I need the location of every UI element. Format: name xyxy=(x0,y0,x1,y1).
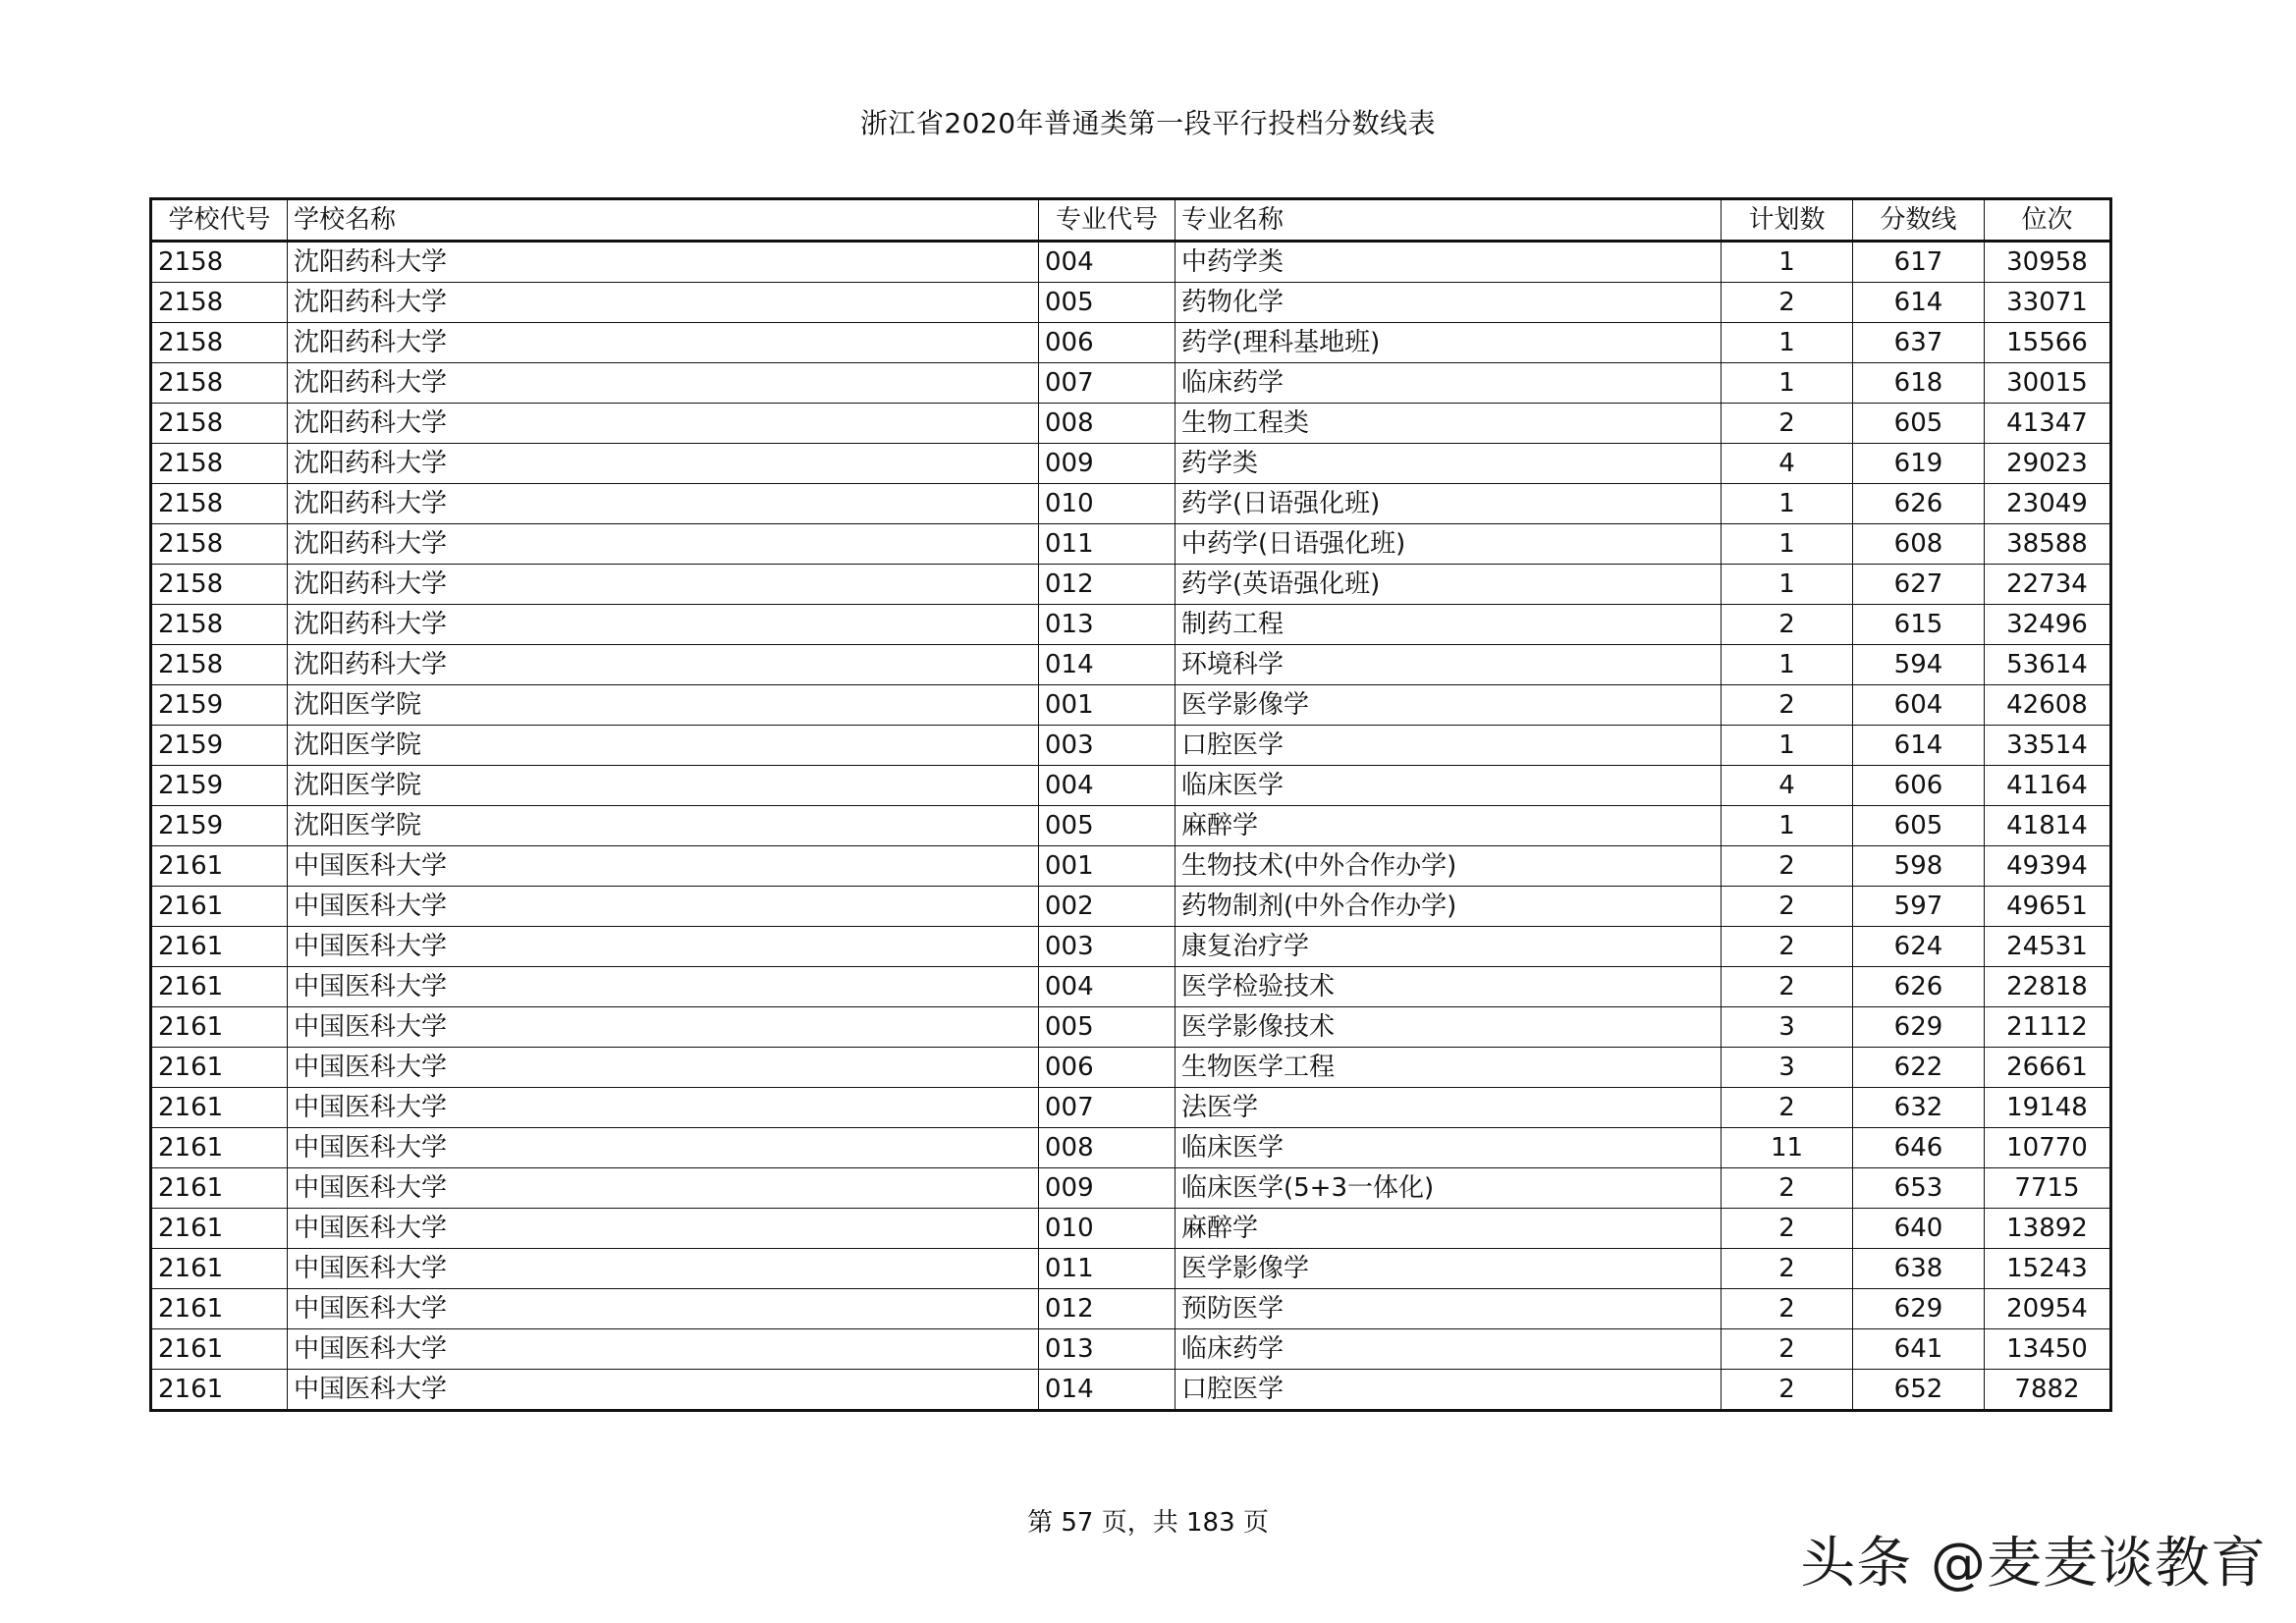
school-name-cell: 沈阳医学院 xyxy=(288,806,1039,846)
plan-count-cell: 2 xyxy=(1722,887,1853,927)
major-name-cell: 口腔医学 xyxy=(1175,1370,1722,1411)
major-code-cell: 003 xyxy=(1039,927,1175,967)
major-name-cell: 中药学(日语强化班) xyxy=(1175,524,1722,565)
plan-count-cell: 2 xyxy=(1722,1168,1853,1209)
major-code-cell: 013 xyxy=(1039,1329,1175,1370)
rank-cell: 32496 xyxy=(1985,605,2111,645)
school-code-cell: 2158 xyxy=(151,283,288,323)
score-line-cell: 629 xyxy=(1853,1007,1985,1048)
major-code-cell: 012 xyxy=(1039,1289,1175,1329)
school-name-cell: 沈阳药科大学 xyxy=(288,524,1039,565)
school-name-cell: 中国医科大学 xyxy=(288,1048,1039,1088)
major-code-cell: 008 xyxy=(1039,1128,1175,1168)
school-code-cell: 2159 xyxy=(151,806,288,846)
school-code-cell: 2161 xyxy=(151,927,288,967)
major-code-cell: 014 xyxy=(1039,645,1175,685)
major-name-cell: 环境科学 xyxy=(1175,645,1722,685)
school-code-cell: 2161 xyxy=(151,1289,288,1329)
table-row xyxy=(151,444,2111,484)
school-name-cell: 沈阳药科大学 xyxy=(288,605,1039,645)
major-name-cell: 临床医学 xyxy=(1175,766,1722,806)
table-row xyxy=(151,1128,2111,1168)
major-name-cell: 临床药学 xyxy=(1175,363,1722,404)
major-code-cell: 006 xyxy=(1039,323,1175,363)
school-name-cell: 中国医科大学 xyxy=(288,1168,1039,1209)
rank-cell: 15566 xyxy=(1985,323,2111,363)
admission-score-table xyxy=(149,197,2112,1412)
major-code-cell: 001 xyxy=(1039,685,1175,726)
table-row xyxy=(151,1088,2111,1128)
header-score-line: 分数线 xyxy=(1853,199,1985,242)
major-name-cell: 口腔医学 xyxy=(1175,726,1722,766)
major-code-cell: 004 xyxy=(1039,766,1175,806)
major-name-cell: 药学(理科基地班) xyxy=(1175,323,1722,363)
school-name-cell: 沈阳药科大学 xyxy=(288,283,1039,323)
score-line-cell: 632 xyxy=(1853,1088,1985,1128)
school-code-cell: 2158 xyxy=(151,404,288,444)
plan-count-cell: 2 xyxy=(1722,1370,1853,1411)
header-major-name: 专业名称 xyxy=(1175,199,1722,242)
plan-count-cell: 3 xyxy=(1722,1007,1853,1048)
rank-cell: 21112 xyxy=(1985,1007,2111,1048)
score-line-cell: 638 xyxy=(1853,1249,1985,1289)
major-name-cell: 药物制剂(中外合作办学) xyxy=(1175,887,1722,927)
school-code-cell: 2158 xyxy=(151,524,288,565)
score-line-cell: 608 xyxy=(1853,524,1985,565)
rank-cell: 24531 xyxy=(1985,927,2111,967)
major-code-cell: 013 xyxy=(1039,605,1175,645)
rank-cell: 22734 xyxy=(1985,565,2111,605)
rank-cell: 41164 xyxy=(1985,766,2111,806)
school-code-cell: 2161 xyxy=(151,1168,288,1209)
major-name-cell: 药学(英语强化班) xyxy=(1175,565,1722,605)
page-number-footer: 第 57 页，共 183 页 xyxy=(1027,1508,1269,1538)
school-name-cell: 沈阳医学院 xyxy=(288,726,1039,766)
plan-count-cell: 2 xyxy=(1722,967,1853,1007)
plan-count-cell: 2 xyxy=(1722,1289,1853,1329)
school-code-cell: 2161 xyxy=(151,846,288,887)
major-code-cell: 007 xyxy=(1039,363,1175,404)
major-name-cell: 医学影像学 xyxy=(1175,685,1722,726)
school-code-cell: 2161 xyxy=(151,1329,288,1370)
table-row xyxy=(151,806,2111,846)
school-name-cell: 沈阳药科大学 xyxy=(288,363,1039,404)
school-name-cell: 沈阳医学院 xyxy=(288,766,1039,806)
school-name-cell: 沈阳医学院 xyxy=(288,685,1039,726)
school-code-cell: 2161 xyxy=(151,1128,288,1168)
header-major-code: 专业代号 xyxy=(1039,199,1175,242)
major-code-cell: 004 xyxy=(1039,242,1175,283)
school-name-cell: 中国医科大学 xyxy=(288,927,1039,967)
table-row xyxy=(151,404,2111,444)
plan-count-cell: 2 xyxy=(1722,1209,1853,1249)
school-code-cell: 2159 xyxy=(151,766,288,806)
table-row xyxy=(151,927,2111,967)
plan-count-cell: 2 xyxy=(1722,1329,1853,1370)
school-name-cell: 沈阳药科大学 xyxy=(288,444,1039,484)
school-code-cell: 2161 xyxy=(151,967,288,1007)
major-code-cell: 002 xyxy=(1039,887,1175,927)
rank-cell: 41814 xyxy=(1985,806,2111,846)
rank-cell: 20954 xyxy=(1985,1289,2111,1329)
major-code-cell: 011 xyxy=(1039,524,1175,565)
plan-count-cell: 1 xyxy=(1722,524,1853,565)
document-title: 浙江省2020年普通类第一段平行投档分数线表 xyxy=(859,107,1437,139)
score-line-cell: 605 xyxy=(1853,806,1985,846)
major-name-cell: 医学检验技术 xyxy=(1175,967,1722,1007)
major-code-cell: 001 xyxy=(1039,846,1175,887)
table-row xyxy=(151,887,2111,927)
plan-count-cell: 2 xyxy=(1722,685,1853,726)
school-code-cell: 2158 xyxy=(151,484,288,524)
table-row xyxy=(151,1209,2111,1249)
school-code-cell: 2158 xyxy=(151,605,288,645)
rank-cell: 30958 xyxy=(1985,242,2111,283)
plan-count-cell: 2 xyxy=(1722,846,1853,887)
rank-cell: 7882 xyxy=(1985,1370,2111,1411)
major-name-cell: 药物化学 xyxy=(1175,283,1722,323)
school-name-cell: 中国医科大学 xyxy=(288,1209,1039,1249)
major-name-cell: 医学影像学 xyxy=(1175,1249,1722,1289)
table-row xyxy=(151,766,2111,806)
score-line-cell: 646 xyxy=(1853,1128,1985,1168)
major-name-cell: 药学(日语强化班) xyxy=(1175,484,1722,524)
plan-count-cell: 2 xyxy=(1722,283,1853,323)
table-row xyxy=(151,605,2111,645)
table-row xyxy=(151,1249,2111,1289)
table-row xyxy=(151,1329,2111,1370)
school-code-cell: 2158 xyxy=(151,242,288,283)
rank-cell: 30015 xyxy=(1985,363,2111,404)
school-name-cell: 中国医科大学 xyxy=(288,967,1039,1007)
table-header-row xyxy=(151,199,2111,242)
score-line-cell: 614 xyxy=(1853,283,1985,323)
score-line-cell: 614 xyxy=(1853,726,1985,766)
school-code-cell: 2158 xyxy=(151,565,288,605)
plan-count-cell: 1 xyxy=(1722,484,1853,524)
major-name-cell: 临床药学 xyxy=(1175,1329,1722,1370)
rank-cell: 22818 xyxy=(1985,967,2111,1007)
rank-cell: 33514 xyxy=(1985,726,2111,766)
rank-cell: 23049 xyxy=(1985,484,2111,524)
score-line-cell: 640 xyxy=(1853,1209,1985,1249)
school-name-cell: 中国医科大学 xyxy=(288,1088,1039,1128)
score-line-cell: 618 xyxy=(1853,363,1985,404)
table-row xyxy=(151,726,2111,766)
score-line-cell: 626 xyxy=(1853,967,1985,1007)
school-name-cell: 沈阳药科大学 xyxy=(288,565,1039,605)
school-code-cell: 2161 xyxy=(151,1249,288,1289)
rank-cell: 15243 xyxy=(1985,1249,2111,1289)
plan-count-cell: 1 xyxy=(1722,323,1853,363)
table-row xyxy=(151,1048,2111,1088)
school-code-cell: 2158 xyxy=(151,444,288,484)
watermark-text: 头条 @麦麦谈教育 xyxy=(1800,1532,2267,1596)
table-row xyxy=(151,363,2111,404)
major-name-cell: 制药工程 xyxy=(1175,605,1722,645)
score-line-cell: 605 xyxy=(1853,404,1985,444)
plan-count-cell: 2 xyxy=(1722,605,1853,645)
school-name-cell: 中国医科大学 xyxy=(288,1249,1039,1289)
score-line-cell: 652 xyxy=(1853,1370,1985,1411)
score-line-cell: 641 xyxy=(1853,1329,1985,1370)
header-school-code: 学校代号 xyxy=(151,199,288,242)
school-code-cell: 2158 xyxy=(151,645,288,685)
rank-cell: 42608 xyxy=(1985,685,2111,726)
major-name-cell: 生物技术(中外合作办学) xyxy=(1175,846,1722,887)
school-name-cell: 中国医科大学 xyxy=(288,887,1039,927)
plan-count-cell: 3 xyxy=(1722,1048,1853,1088)
major-code-cell: 005 xyxy=(1039,283,1175,323)
score-line-cell: 615 xyxy=(1853,605,1985,645)
major-code-cell: 003 xyxy=(1039,726,1175,766)
major-code-cell: 009 xyxy=(1039,444,1175,484)
table-row xyxy=(151,565,2111,605)
school-code-cell: 2161 xyxy=(151,1088,288,1128)
plan-count-cell: 1 xyxy=(1722,726,1853,766)
rank-cell: 29023 xyxy=(1985,444,2111,484)
major-code-cell: 005 xyxy=(1039,1007,1175,1048)
score-line-cell: 627 xyxy=(1853,565,1985,605)
score-line-cell: 617 xyxy=(1853,242,1985,283)
plan-count-cell: 1 xyxy=(1722,645,1853,685)
score-line-cell: 653 xyxy=(1853,1168,1985,1209)
major-code-cell: 012 xyxy=(1039,565,1175,605)
table-row xyxy=(151,1168,2111,1209)
school-code-cell: 2161 xyxy=(151,1209,288,1249)
plan-count-cell: 1 xyxy=(1722,363,1853,404)
school-code-cell: 2159 xyxy=(151,685,288,726)
school-code-cell: 2161 xyxy=(151,887,288,927)
plan-count-cell: 2 xyxy=(1722,927,1853,967)
table-row xyxy=(151,967,2111,1007)
school-code-cell: 2161 xyxy=(151,1048,288,1088)
table-row xyxy=(151,645,2111,685)
major-code-cell: 005 xyxy=(1039,806,1175,846)
plan-count-cell: 4 xyxy=(1722,766,1853,806)
plan-count-cell: 11 xyxy=(1722,1128,1853,1168)
major-code-cell: 010 xyxy=(1039,1209,1175,1249)
major-name-cell: 麻醉学 xyxy=(1175,806,1722,846)
score-line-cell: 624 xyxy=(1853,927,1985,967)
plan-count-cell: 2 xyxy=(1722,404,1853,444)
school-name-cell: 沈阳药科大学 xyxy=(288,242,1039,283)
rank-cell: 13450 xyxy=(1985,1329,2111,1370)
major-name-cell: 生物工程类 xyxy=(1175,404,1722,444)
table-row xyxy=(151,484,2111,524)
school-name-cell: 中国医科大学 xyxy=(288,1007,1039,1048)
plan-count-cell: 1 xyxy=(1722,806,1853,846)
school-code-cell: 2158 xyxy=(151,323,288,363)
score-line-cell: 597 xyxy=(1853,887,1985,927)
score-line-cell: 626 xyxy=(1853,484,1985,524)
score-line-cell: 637 xyxy=(1853,323,1985,363)
major-code-cell: 007 xyxy=(1039,1088,1175,1128)
major-name-cell: 中药学类 xyxy=(1175,242,1722,283)
score-line-cell: 619 xyxy=(1853,444,1985,484)
school-name-cell: 中国医科大学 xyxy=(288,1329,1039,1370)
plan-count-cell: 1 xyxy=(1722,565,1853,605)
school-name-cell: 中国医科大学 xyxy=(288,846,1039,887)
rank-cell: 49394 xyxy=(1985,846,2111,887)
major-name-cell: 法医学 xyxy=(1175,1088,1722,1128)
major-name-cell: 生物医学工程 xyxy=(1175,1048,1722,1088)
major-name-cell: 药学类 xyxy=(1175,444,1722,484)
school-name-cell: 沈阳药科大学 xyxy=(288,645,1039,685)
rank-cell: 38588 xyxy=(1985,524,2111,565)
school-code-cell: 2158 xyxy=(151,363,288,404)
header-school-name: 学校名称 xyxy=(288,199,1039,242)
major-code-cell: 006 xyxy=(1039,1048,1175,1088)
school-name-cell: 中国医科大学 xyxy=(288,1289,1039,1329)
school-name-cell: 沈阳药科大学 xyxy=(288,484,1039,524)
major-code-cell: 009 xyxy=(1039,1168,1175,1209)
table-row xyxy=(151,323,2111,363)
major-code-cell: 011 xyxy=(1039,1249,1175,1289)
plan-count-cell: 1 xyxy=(1722,242,1853,283)
table-row xyxy=(151,524,2111,565)
table-row xyxy=(151,1289,2111,1329)
major-code-cell: 004 xyxy=(1039,967,1175,1007)
school-name-cell: 沈阳药科大学 xyxy=(288,323,1039,363)
major-name-cell: 医学影像技术 xyxy=(1175,1007,1722,1048)
header-plan-count: 计划数 xyxy=(1722,199,1853,242)
table-row xyxy=(151,685,2111,726)
school-code-cell: 2161 xyxy=(151,1370,288,1411)
plan-count-cell: 4 xyxy=(1722,444,1853,484)
major-code-cell: 010 xyxy=(1039,484,1175,524)
school-name-cell: 中国医科大学 xyxy=(288,1370,1039,1411)
rank-cell: 19148 xyxy=(1985,1088,2111,1128)
major-name-cell: 预防医学 xyxy=(1175,1289,1722,1329)
score-line-cell: 604 xyxy=(1853,685,1985,726)
school-code-cell: 2159 xyxy=(151,726,288,766)
rank-cell: 41347 xyxy=(1985,404,2111,444)
score-line-cell: 594 xyxy=(1853,645,1985,685)
school-code-cell: 2161 xyxy=(151,1007,288,1048)
rank-cell: 33071 xyxy=(1985,283,2111,323)
major-name-cell: 临床医学 xyxy=(1175,1128,1722,1168)
score-line-cell: 622 xyxy=(1853,1048,1985,1088)
table-body xyxy=(151,242,2111,1411)
rank-cell: 7715 xyxy=(1985,1168,2111,1209)
major-code-cell: 008 xyxy=(1039,404,1175,444)
rank-cell: 53614 xyxy=(1985,645,2111,685)
school-name-cell: 沈阳药科大学 xyxy=(288,404,1039,444)
table-row xyxy=(151,846,2111,887)
major-code-cell: 014 xyxy=(1039,1370,1175,1411)
school-name-cell: 中国医科大学 xyxy=(288,1128,1039,1168)
rank-cell: 49651 xyxy=(1985,887,2111,927)
plan-count-cell: 2 xyxy=(1722,1249,1853,1289)
score-line-cell: 606 xyxy=(1853,766,1985,806)
rank-cell: 26661 xyxy=(1985,1048,2111,1088)
major-name-cell: 麻醉学 xyxy=(1175,1209,1722,1249)
table-row xyxy=(151,242,2111,283)
table-row xyxy=(151,1370,2111,1411)
major-name-cell: 临床医学(5+3一体化) xyxy=(1175,1168,1722,1209)
rank-cell: 10770 xyxy=(1985,1128,2111,1168)
score-line-cell: 629 xyxy=(1853,1289,1985,1329)
plan-count-cell: 2 xyxy=(1722,1088,1853,1128)
table-row xyxy=(151,283,2111,323)
major-name-cell: 康复治疗学 xyxy=(1175,927,1722,967)
table-row xyxy=(151,1007,2111,1048)
header-rank: 位次 xyxy=(1985,199,2111,242)
score-line-cell: 598 xyxy=(1853,846,1985,887)
rank-cell: 13892 xyxy=(1985,1209,2111,1249)
